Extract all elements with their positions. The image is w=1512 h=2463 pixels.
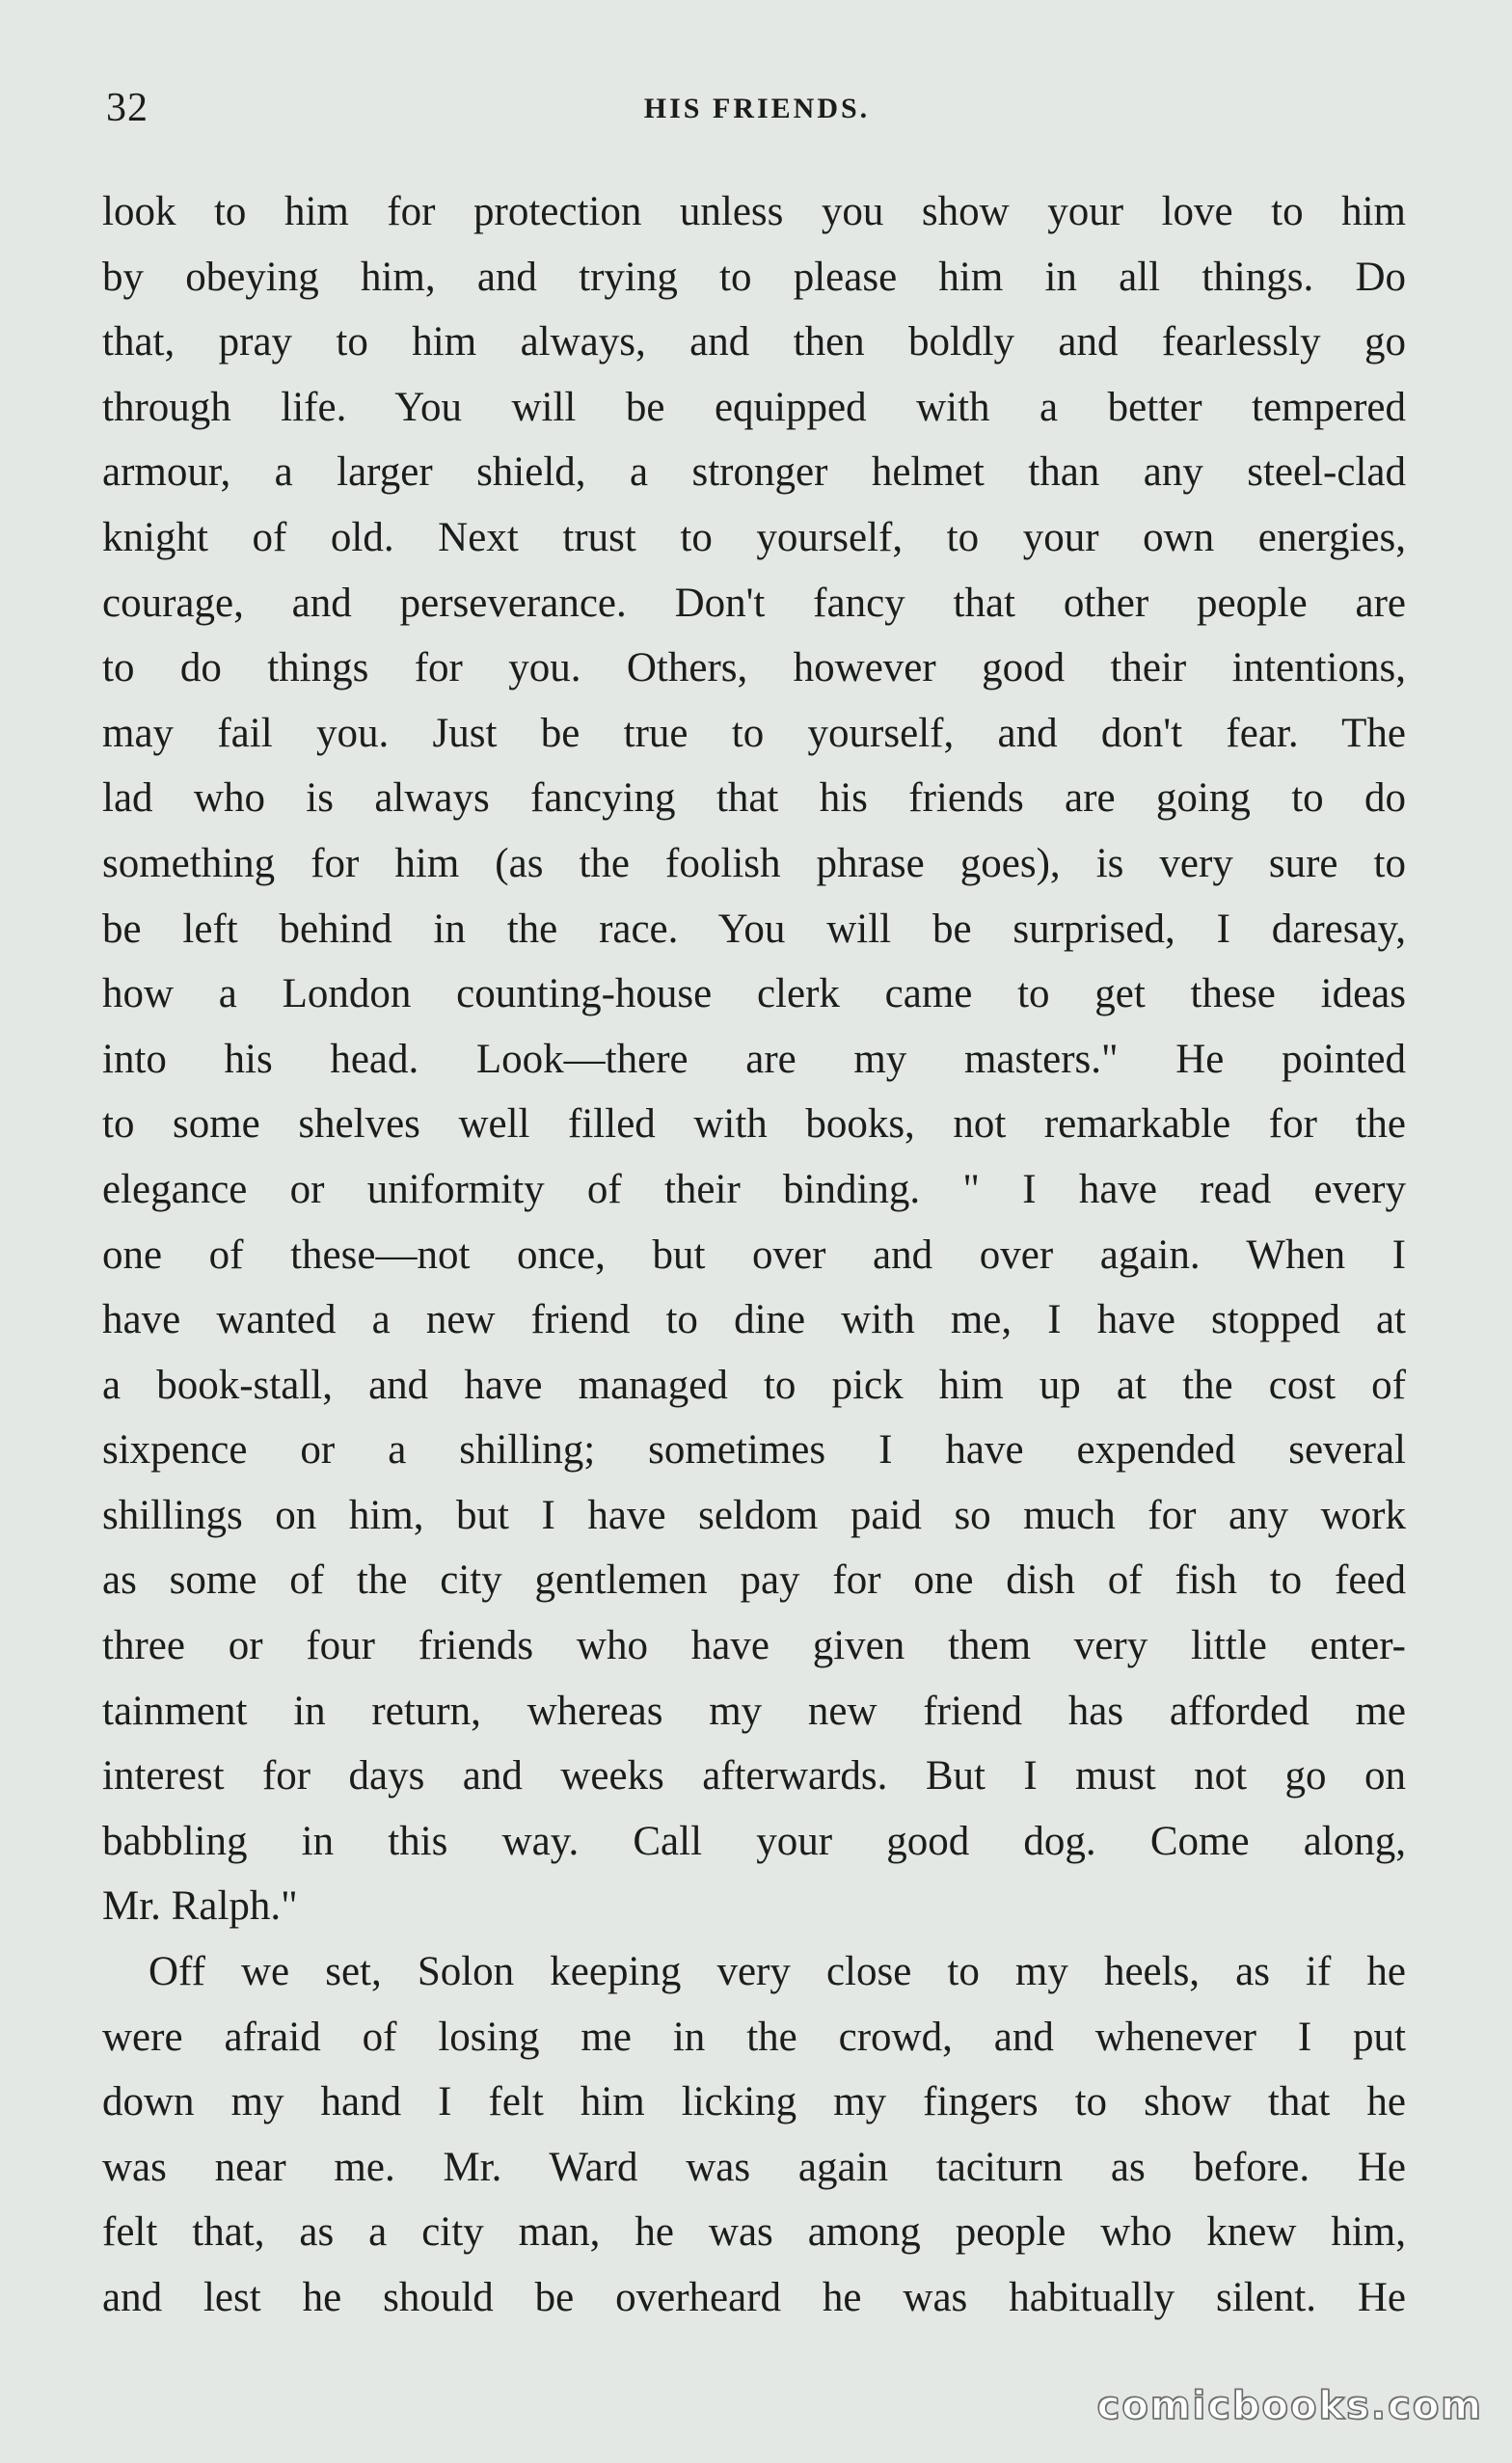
text-line: were afraid of losing me in the crowd, and whenever I put: [102, 2014, 1406, 2060]
text-line: knight of old. Next trust to yourself, to your own energies,: [102, 514, 1406, 560]
text-line: have wanted a new friend to dine with me, I have stopped at: [102, 1297, 1406, 1343]
text-line: as some of the city gentlemen pay for one dish of fish to feed: [102, 1557, 1406, 1604]
text-line: babbling in this way. Call your good dog. Come along,: [102, 1818, 1406, 1864]
text-line: interest for days and weeks afterwards. But I must not go on: [102, 1753, 1406, 1800]
text-line: into his head. Look—there are my masters." He pointed: [102, 1036, 1406, 1082]
text-line: by obeying him, and trying to please him in all things. Do: [102, 254, 1406, 300]
text-line: elegance or uniformity of their binding. " I have read every: [102, 1166, 1406, 1212]
running-head: [106, 85, 1408, 143]
text-line: something for him (as the foolish phrase goes), is very sure to: [102, 840, 1406, 886]
text-line-paragraph-end: Mr. Ralph.": [102, 1883, 298, 1930]
text-line: three or four friends who have given them very little enter-: [102, 1623, 1406, 1669]
text-line: to some shelves well filled with books, not remarkable for the: [102, 1101, 1406, 1148]
text-line: armour, a larger shield, a stronger helmet than any steel-clad: [102, 449, 1406, 496]
text-line: courage, and perseverance. Don't fancy that other people are: [102, 580, 1406, 626]
watermark: comicbooks.com: [1096, 2384, 1483, 2428]
page-number: 32: [106, 86, 148, 130]
text-line: that, pray to him always, and then boldly and fearlessly go: [102, 319, 1406, 365]
text-line: a book-stall, and have managed to pick him up at the cost of: [102, 1362, 1406, 1408]
text-line-paragraph-start: Off we set, Solon keeping very close to my heels, as if he: [148, 1949, 1406, 1995]
text-line: through life. You will be equipped with a better tempered: [102, 384, 1406, 430]
text-line: was near me. Mr. Ward was again taciturn as before. He: [102, 2144, 1406, 2190]
text-line: may fail you. Just be true to yourself, and don't fear. The: [102, 710, 1406, 756]
running-title: HIS FRIENDS.: [643, 93, 871, 124]
text-line: felt that, as a city man, he was among people who knew him,: [102, 2209, 1406, 2256]
body-text: [102, 179, 1406, 2331]
text-line: how a London counting-house clerk came to get these ideas: [102, 971, 1406, 1017]
text-line: lad who is always fancying that his friends are going to do: [102, 775, 1406, 822]
text-line: look to him for protection unless you show your love to him: [102, 189, 1406, 234]
text-line: to do things for you. Others, however good their intentions,: [102, 645, 1406, 691]
text-line: tainment in return, whereas my new friend has afforded me: [102, 1688, 1406, 1734]
text-line: and lest he should be overheard he was habitually silent. He: [102, 2275, 1406, 2320]
text-line: shillings on him, but I have seldom paid so much for any work: [102, 1492, 1406, 1538]
text-line: one of these—not once, but over and over again. When I: [102, 1232, 1406, 1278]
text-line: sixpence or a shilling; sometimes I have expended several: [102, 1427, 1406, 1474]
text-line: down my hand I felt him licking my fingers to show that he: [102, 2079, 1406, 2125]
text-line: be left behind in the race. You will be surprised, I daresay,: [102, 906, 1406, 952]
